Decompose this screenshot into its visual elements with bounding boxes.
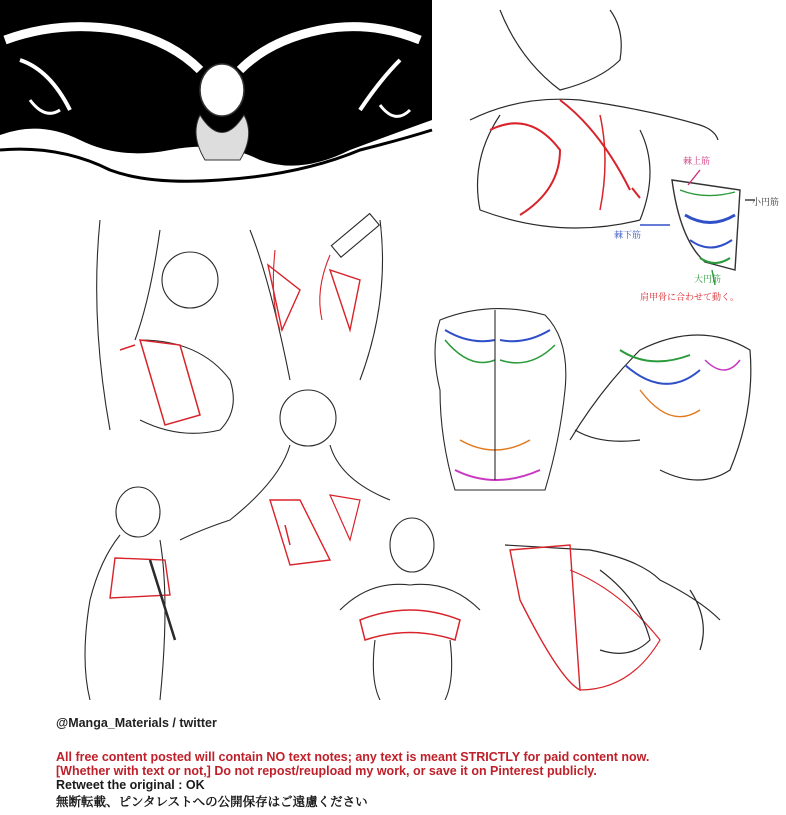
standing-back-sketch bbox=[85, 487, 175, 700]
annotation-supraspinatus: 棘上筋 bbox=[683, 157, 711, 167]
notice-line-2: [Whether with text or not,] Do not repost/reupload my work, or save it on Pinterest publicly. bbox=[56, 764, 597, 778]
raised-arm-sketch bbox=[97, 220, 234, 433]
torso-front-sketch bbox=[435, 309, 566, 490]
annotation-infraspinatus: 棘下筋 bbox=[614, 231, 642, 241]
back-view-arm-sketch bbox=[180, 390, 390, 565]
annotation-scapula-note: 肩甲骨に合わせて動く。 bbox=[640, 293, 739, 303]
scapula-closeup-sketch bbox=[505, 545, 720, 690]
notice-line-4: 無断転載、ピンタレストへの公開保存はご遠慮ください bbox=[56, 795, 368, 809]
back-muscle-sketch bbox=[470, 10, 718, 228]
scapula-inset bbox=[640, 170, 755, 285]
shoulder-blade-sketch bbox=[250, 214, 383, 380]
notice-line-3: Retweet the original : OK bbox=[56, 778, 205, 792]
notice-line-1: All free content posted will contain NO text notes; any text is meant STRICTLY for paid content now. bbox=[56, 750, 650, 764]
arms-forward-sketch bbox=[340, 518, 480, 700]
credit-line: @Manga_Materials / twitter bbox=[56, 716, 217, 730]
annotation-teres-major: 大円筋 bbox=[694, 275, 722, 285]
swimmer-panel bbox=[0, 0, 432, 200]
annotation-teres-minor: 小円筋 bbox=[752, 198, 780, 208]
leaning-torso-sketch bbox=[570, 335, 751, 480]
